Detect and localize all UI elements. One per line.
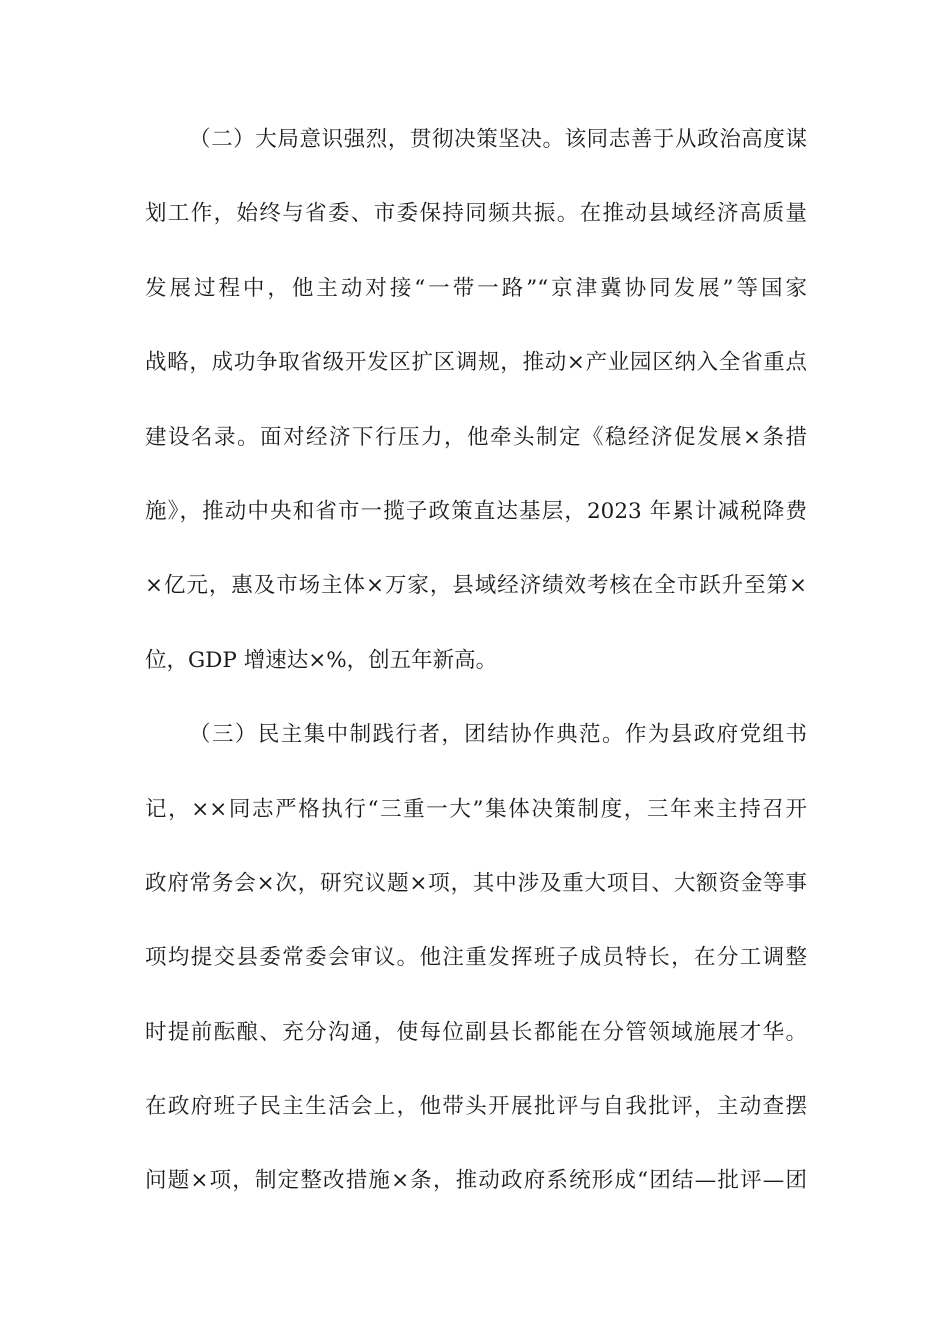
paragraph-section-2 (145, 119, 807, 714)
text-line: ×亿元，惠及市场主体×万家，县域经济绩效考核在全市跃升至第× (145, 573, 807, 599)
text-line: （三）民主集中制践行者，团结协作典范。作为县政府党组书 (189, 722, 807, 748)
text-line: 划工作，始终与省委、市委保持同频共振。在推动县域经济高质量 (145, 201, 807, 227)
text-line: 政府常务会×次，研究议题×项，其中涉及重大项目、大额资金等事 (145, 870, 807, 896)
text-line: 记，××同志严格执行“三重一大”集体决策制度，三年来主持召开 (145, 796, 807, 822)
text-line: （二）大局意识强烈，贯彻决策坚决。该同志善于从政治高度谋 (189, 127, 807, 152)
text-line: 项均提交县委常委会审议。他注重发挥班子成员特长，在分工调整 (145, 945, 807, 971)
text-line: 时提前酝酿、充分沟通，使每位副县长都能在分管领域施展才华。 (145, 1019, 807, 1045)
text-line: 在政府班子民主生活会上，他带头开展批评与自我批评，主动查摆 (145, 1094, 807, 1120)
document-page (145, 119, 807, 1235)
text-line: 战略，成功争取省级开发区扩区调规，推动×产业园区纳入全省重点 (145, 350, 807, 376)
text-line: 位，GDP 增速达×%，创五年新高。 (145, 647, 498, 673)
text-line: 施》，推动中央和省市一揽子政策直达基层，2023 年累计减税降费 (145, 498, 807, 524)
text-line: 问题×项，制定整改措施×条，推动政府系统形成“团结—批评—团 (145, 1168, 807, 1194)
text-line: 建设名录。面对经济下行压力，他牵头制定《稳经济促发展×条措 (145, 424, 807, 450)
paragraph-section-3 (145, 714, 807, 1235)
text-line: 发展过程中，他主动对接“一带一路”“京津冀协同发展”等国家 (145, 275, 807, 301)
